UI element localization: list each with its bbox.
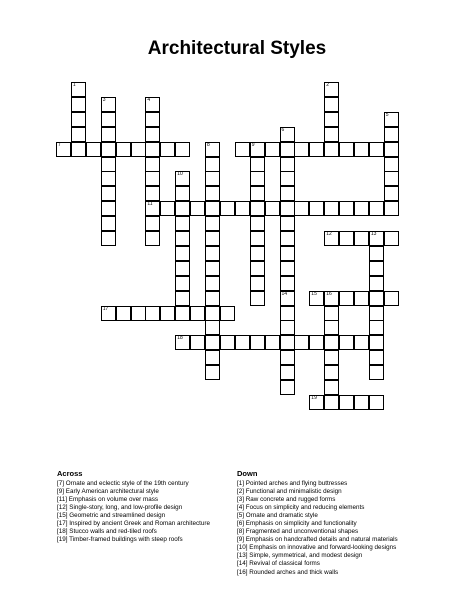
crossword-cell[interactable] [160,201,175,216]
down-clue: [1] Pointed arches and flying buttresses [237,480,348,487]
crossword-cell[interactable] [369,142,384,157]
clue-number: 2 [326,82,329,88]
crossword-cell[interactable] [145,186,160,201]
crossword-cell[interactable] [324,112,339,127]
crossword-cell[interactable] [250,216,265,231]
down-clue: [14] Revival of classical forms [237,560,320,568]
crossword-cell[interactable] [86,142,101,157]
crossword-cell[interactable] [265,335,280,350]
crossword-cell[interactable] [309,201,324,216]
crossword-cell[interactable] [265,142,280,157]
crossword-cell[interactable] [324,82,339,97]
crossword-cell[interactable] [280,171,295,186]
crossword-cell[interactable] [56,142,71,157]
down-clue: [10] Emphasis on innovative and forward-looking designs [237,544,397,552]
crossword-cell[interactable] [175,142,190,157]
clue-number: 6 [281,126,285,133]
crossword-cell[interactable] [369,335,384,350]
crossword-cell[interactable] [101,157,116,172]
crossword-cell[interactable] [324,320,339,335]
crossword-cell[interactable] [71,82,86,97]
crossword-cell[interactable] [280,306,295,321]
crossword-cell[interactable] [339,142,354,157]
crossword-cell[interactable] [145,157,160,172]
crossword-cell[interactable] [116,142,131,157]
crossword-cell[interactable] [145,97,160,112]
crossword-cell[interactable] [71,142,86,157]
crossword-cell[interactable] [101,306,116,321]
crossword-cell[interactable] [280,127,295,142]
crossword-cell[interactable] [175,186,190,201]
crossword-cell[interactable] [175,216,190,231]
crossword-cell[interactable] [175,231,190,246]
crossword-cell[interactable] [294,201,309,216]
clue-number: 9 [251,141,255,148]
crossword-cell[interactable] [160,142,175,157]
down-clue: [8] Fragmented and unconventional shapes [237,528,359,536]
clue-number: 12 [326,231,332,237]
crossword-cell[interactable] [175,201,190,216]
crossword-cell[interactable] [175,306,190,321]
crossword-cell[interactable] [220,201,235,216]
crossword-cell[interactable] [280,201,295,216]
crossword-cell[interactable] [220,306,235,321]
down-heading: Down [237,469,258,478]
crossword-cell[interactable] [324,380,339,395]
crossword-cell[interactable] [175,261,190,276]
crossword-cell[interactable] [250,231,265,246]
crossword-cell[interactable] [354,335,369,350]
crossword-cell[interactable] [324,231,339,246]
across-clue: [11] Emphasis on volume over mass [57,496,159,504]
crossword-cell[interactable] [280,246,295,261]
crossword-cell[interactable] [205,216,220,231]
crossword-cell[interactable] [384,201,399,216]
crossword-cell[interactable] [205,246,220,261]
crossword-cell[interactable] [280,216,295,231]
crossword-cell[interactable] [339,395,354,410]
crossword-cell[interactable] [145,112,160,127]
crossword-cell[interactable] [280,350,295,365]
crossword-cell[interactable] [339,201,354,216]
clue-number: 13 [370,231,377,237]
crossword-cell[interactable] [250,335,265,350]
crossword-cell[interactable] [309,335,324,350]
across-clue: [15] Geometric and streamlined design [57,512,166,520]
down-clue: [4] Focus on simplicity and reducing elements [237,504,365,512]
crossword-cell[interactable] [369,261,384,276]
crossword-cell[interactable] [175,246,190,261]
clue-number: 10 [177,171,183,178]
across-clue: [17] Inspired by ancient Greek and Roman architecture [57,520,210,528]
crossword-cell[interactable] [309,142,324,157]
crossword-cell[interactable] [280,291,295,306]
crossword-cell[interactable] [324,335,339,350]
down-clue: [9] Emphasis on handcrafted details and natural materials [237,536,398,544]
crossword-cell[interactable] [190,201,205,216]
crossword-cell[interactable] [101,201,116,216]
crossword-cell[interactable] [101,127,116,142]
crossword-cell[interactable] [175,291,190,306]
crossword-cell[interactable] [324,306,339,321]
crossword-cell[interactable] [354,395,369,410]
crossword-cell[interactable] [280,142,295,157]
crossword-cell[interactable] [101,142,116,157]
crossword-cell[interactable] [280,157,295,172]
crossword-cell[interactable] [309,291,324,306]
page-title: Architectural Styles [147,38,327,59]
crossword-cell[interactable] [205,335,220,350]
crossword-cell[interactable] [369,306,384,321]
crossword-cell[interactable] [205,350,220,365]
across-clues [57,469,210,544]
crossword-cell[interactable] [280,320,295,335]
crossword-cell[interactable] [250,186,265,201]
crossword-cell[interactable] [339,291,354,306]
clue-number: 17 [102,305,109,312]
crossword-cell[interactable] [324,127,339,142]
crossword-cell[interactable] [235,201,250,216]
crossword-cell[interactable] [354,201,369,216]
across-clue: [9] Early American architectural style [57,488,159,496]
crossword-cell[interactable] [101,97,116,112]
crossword-cell[interactable] [131,306,146,321]
crossword-cell[interactable] [384,142,399,157]
crossword-cell[interactable] [250,171,265,186]
crossword-cell[interactable] [265,201,280,216]
crossword-cell[interactable] [294,142,309,157]
crossword-cell[interactable] [309,395,324,410]
crossword-cell[interactable] [324,97,339,112]
crossword-cell[interactable] [369,276,384,291]
crossword-cell[interactable] [190,306,205,321]
crossword-cell[interactable] [145,171,160,186]
crossword-cell[interactable] [369,291,384,306]
clue-number: 19 [311,394,317,401]
crossword-cell[interactable] [71,112,86,127]
crossword-cell[interactable] [205,320,220,335]
across-clue: [19] Timber-framed buildings with steep roofs [57,536,183,544]
crossword-cell[interactable] [235,142,250,157]
down-clue: [5] Ornate and dramatic style [237,512,318,520]
crossword-cell[interactable] [205,186,220,201]
crossword-cell[interactable] [205,171,220,186]
crossword-cell[interactable] [145,142,160,157]
crossword-cell[interactable] [369,350,384,365]
crossword-cell[interactable] [324,201,339,216]
crossword-cell[interactable] [369,395,384,410]
clue-number: 7 [58,141,61,148]
across-clue: [7] Ornate and eclectic style of the 19th century [57,480,189,487]
clue-number: 16 [326,290,332,297]
crossword-cell[interactable] [145,127,160,142]
across-clue: [12] Single-story, long, and low-profile design [57,504,183,512]
crossword-cell[interactable] [145,216,160,231]
crossword-cell[interactable] [101,216,116,231]
crossword-cell[interactable] [369,365,384,380]
clue-number: 14 [281,290,288,297]
crossword-cell[interactable] [369,201,384,216]
clue-number: 15 [311,290,317,297]
crossword-cell[interactable] [71,127,86,142]
crossword-cell[interactable] [101,112,116,127]
clue-number: 1 [72,82,76,88]
crossword-cell[interactable] [354,231,369,246]
crossword-cell[interactable] [250,261,265,276]
down-clue: [16] Rounded arches and thick walls [237,568,339,576]
clue-number: 18 [177,335,183,342]
crossword-cell[interactable] [280,186,295,201]
crossword-cell[interactable] [131,142,146,157]
crossword-cell[interactable] [145,306,160,321]
crossword-cell[interactable] [280,261,295,276]
crossword-cell[interactable] [280,231,295,246]
crossword-cell[interactable] [205,261,220,276]
crossword-cell[interactable] [250,142,265,157]
crossword-cell[interactable] [250,157,265,172]
crossword-cell[interactable] [324,365,339,380]
crossword-cell[interactable] [205,365,220,380]
clue-number: 3 [102,96,106,103]
across-clue-list [57,480,210,544]
crossword-cell[interactable] [369,231,384,246]
crossword-cell[interactable] [384,171,399,186]
crossword-cell[interactable] [205,276,220,291]
clue-number: 8 [207,141,210,148]
crossword-cell[interactable] [190,335,205,350]
crossword-cell[interactable] [71,97,86,112]
crossword-cell[interactable] [280,335,295,350]
crossword-cell[interactable] [205,201,220,216]
down-clues [237,469,398,577]
down-clue-list [237,480,398,577]
crossword-cell[interactable] [205,306,220,321]
crossword-cell[interactable] [384,186,399,201]
crossword-cell[interactable] [369,320,384,335]
crossword-cell[interactable] [205,231,220,246]
crossword-cell[interactable] [339,335,354,350]
crossword-cell[interactable] [250,201,265,216]
clue-number: 4 [147,96,151,103]
across-heading: Across [57,469,83,478]
crossword-cell[interactable] [220,335,235,350]
crossword-cell[interactable] [384,231,399,246]
crossword-cell[interactable] [101,171,116,186]
across-clue: [18] Stucco walls and red-tiled roofs [57,528,157,536]
crossword-cell[interactable] [101,186,116,201]
crossword-cell[interactable] [205,142,220,157]
crossword-cell[interactable] [205,157,220,172]
crossword-cell[interactable] [160,306,175,321]
crossword-cell[interactable] [294,335,309,350]
crossword-cell[interactable] [324,350,339,365]
crossword-cell[interactable] [354,291,369,306]
crossword-cell[interactable] [324,142,339,157]
down-clue: [3] Raw concrete and rugged forms [237,496,336,504]
crossword-cell[interactable] [116,306,131,321]
crossword-cell[interactable] [324,291,339,306]
crossword-cell[interactable] [250,291,265,306]
crossword-cell[interactable] [324,395,339,410]
crossword-cell[interactable] [235,335,250,350]
crossword-cell[interactable] [339,231,354,246]
crossword-cell[interactable] [205,291,220,306]
down-clue: [6] Emphasis on simplicity and functionality [237,520,357,528]
down-clue: [2] Functional and minimalistic design [237,488,342,496]
crossword-cell[interactable] [145,231,160,246]
crossword-cell[interactable] [175,171,190,186]
crossword-cell[interactable] [384,112,399,127]
crossword-cell[interactable] [175,335,190,350]
crossword-cell[interactable] [250,246,265,261]
crossword-cell[interactable] [384,291,399,306]
crossword-cell[interactable] [280,380,295,395]
down-clue: [13] Simple, symmetrical, and modest design [237,552,363,560]
clue-number: 11 [147,201,153,208]
clue-number: 5 [385,111,389,118]
crossword-cell[interactable] [101,231,116,246]
crossword-cell[interactable] [384,157,399,172]
crossword-cell[interactable] [280,276,295,291]
crossword-cell[interactable] [250,276,265,291]
crossword-cell[interactable] [384,127,399,142]
crossword-cell[interactable] [280,365,295,380]
crossword-cell[interactable] [175,276,190,291]
crossword-cell[interactable] [369,246,384,261]
crossword-cell[interactable] [145,201,160,216]
crossword-cell[interactable] [354,142,369,157]
